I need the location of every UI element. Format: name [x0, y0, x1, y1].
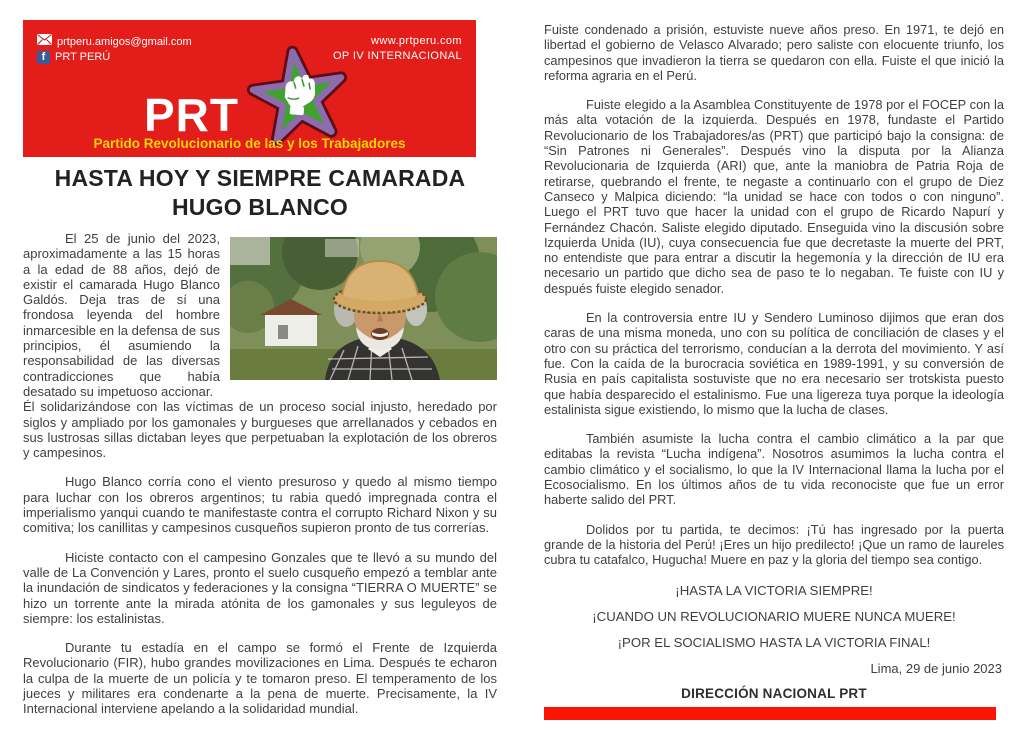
slogan-2: ¡CUANDO UN REVOLUCIONARIO MUERE NUNCA MUERE! [592, 608, 956, 624]
paragraph-right-1: Fuiste condenado a prisión, estuviste nueve años preso. En 1971, te dejó en libertad el gobierno de Velasco Alvarado; pero saliste con elocuente triunfo, los campesinos que invadieron la tierra se quedaron con ella. Fuiste el que inició la reforma agraria en el Perú. [544, 22, 1004, 83]
facebook-icon: f [37, 51, 50, 64]
paragraph-right-2: Fuiste elegido a la Asamblea Constituyente de 1978 por el FOCEP con la más alta votación de la izquierda. Después en 1978, fundaste el Partido Revolucionario de los Trabajadores/as (PRT) que participó bajo la consigna: de “Sin Patrones ni Generales”. Después vino la disputa por la Alianza Revolucionaria de Izquierda (ARI) que, ante la maniobra de Patria Roja de retirarse, quebrando el frente, te negaste a continuarlo con el grupo de Diez Canseco y Malpica diciendo: “la unidad se hace con todos o con ninguno”. Luego el PRT tuvo que hacer la unidad con el grupo de Ricardo Napurí y Fernández Chacón. Saliste elegido diputado. Enseguida vino la discusión sobre Izquierda Unida (IU), cuya consecuencia fue que decretaste la muerte del PRT, no entendiste que para entrar a discutir la hegemonía y la dirección de IU era necesario un partido que dicho sea de paso te lo negaban. Te fuiste con IU y después fuiste elegido senador. [544, 97, 1004, 296]
org-text: OP IV INTERNACIONAL [332, 50, 462, 62]
website-text: www.prtperu.com [371, 35, 462, 47]
left-page [23, 20, 497, 731]
hugo-blanco-photo [230, 237, 497, 380]
dateline: Lima, 29 de junio 2023 [870, 660, 1002, 676]
right-body [544, 22, 1004, 568]
paragraph-left-1: El 25 de junio del 2023, aproximadamente a las 15 horas a la edad de 88 años, dejó de existir el camarada Hugo Blanco Galdós. Deja tras de sí una frondosa leyenda del hombre inmarcesible en la defensa de sus principios, él asumiendo la responsabilidad de las diversas contradicciones que había desatado su impetuoso accionar. [23, 231, 220, 399]
paragraph-left-2: Él solidarizándose con las víctimas de un proceso social injusto, heredado por siglos y ampliado por los gamonales y burgueses que arrellanados y cebados en sus lustrosas sillas dictaban leyes que perpetuaban la explotación de los obreros y campesinos. [23, 399, 497, 461]
slogan-block [544, 583, 1004, 650]
right-page [544, 22, 1004, 720]
email-text: prtperu.amigos@gmail.com [57, 35, 192, 48]
paragraph-right-3: En la controversia entre IU y Sendero Luminoso dijimos que eran dos caras de una misma moneda, uno con su política de conciliación de clases y el otro con su práctica del terrorismo, conducían a la derrota del movimiento. Y así fue. Con la caída de la burocracia soviética en 1989-1991, y su conversión de Rusia en país capitalista sostuviste que no era necesario ser trotskista puesto que había desparecido el estalinismo. Fue una ligereza tuya porque la ideología estalinista sigue existiendo, lo mismo que la lucha de clases. [544, 310, 1004, 417]
footer-red-bar [544, 707, 996, 720]
left-body [23, 474, 497, 716]
signature: DIRECCIÓN NACIONAL PRT [681, 685, 867, 701]
paragraph-right-4: También asumiste la lucha contra el cambio climático a la par que editabas la revista “Lucha indígena”. Nosotros asumimos la lucha contra el cambio climático y el socialismo, lo que la IV Internacional llama la lucha por el Ecosocialismo. En los últimos años de tu vida reconociste que fue un error haberte salido del PRT. [544, 431, 1004, 508]
page-title-line2: HUGO BLANCO [172, 194, 348, 220]
facebook-text: PRT PERÚ [55, 51, 111, 63]
paragraph-left-3: Hugo Blanco corría cono el viento presuroso y quedo al mismo tiempo para luchar con los obreros argentinos; tu rabia quedó impregnada contra el imperialismo yanqui cuando te manifestaste contra el corrupto Richard Nixon y su comitiva; los canillitas y campesinos cusqueños supieron pronto de tus correrías. [23, 474, 497, 536]
party-banner [23, 20, 476, 157]
intro-section [23, 231, 497, 460]
paragraph-left-5: Durante tu estadía en el campo se formó el Frente de Izquierda Revolucionario (FIR), hubo grandes movilizaciones en Lima. Después te echaron la culpa de la muerte de un policía y te tomaron preso. El temperamento de los jueces y militares era condenarte a la pena de muerte. Precisamente, la IV Internacional interviene apelando a la solidaridad mundial. [23, 640, 497, 717]
logo-text: PRT [144, 88, 239, 141]
paragraph-right-5: Dolidos por tu partida, te decimos: ¡Tú has ingresado por la puerta grande de la historia del Perú! ¡Eres un hijo predilecto! ¡Que un ramo de laureles cubra tu catafalco, Hugucha! Muere en paz y la gloria del tiempo sea contigo. [544, 521, 1004, 568]
slogan-1: ¡HASTA LA VICTORIA SIEMPRE! [675, 582, 873, 598]
paragraph-left-4: Hiciste contacto con el campesino Gonzales que te llevó a su mundo del valle de La Convención y Lares, pronto el suelo cusqueño empezó a temblar ante la inundación de sindicatos y federaciones y la consigna “TIERRA O MUERTE” se hizo un torrente ante la mirada atónita de los gamonales y sus leguleyos de siempre: los estalinistas. [23, 549, 497, 626]
party-tagline: Partido Revolucionario de las y los Trabajadores [93, 136, 406, 151]
page-title-line1: HASTA HOY Y SIEMPRE CAMARADA [54, 165, 466, 191]
page-title [23, 164, 497, 222]
slogan-3: ¡POR EL SOCIALISMO HASTA LA VICTORIA FINAL! [617, 634, 931, 650]
